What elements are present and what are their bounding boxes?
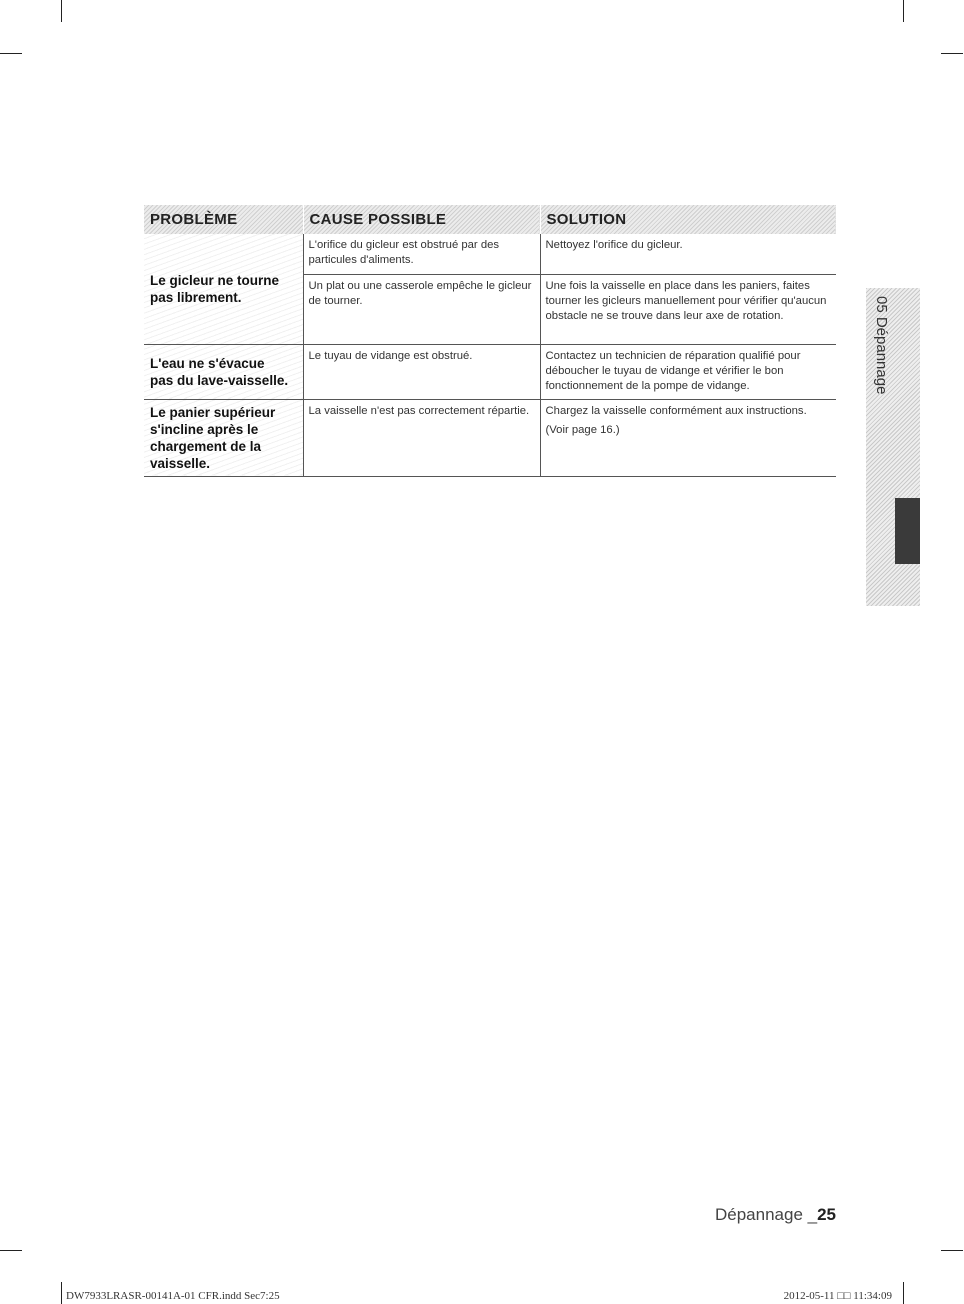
crop-mark: [941, 53, 963, 54]
solution-note: (Voir page 16.): [545, 423, 620, 436]
chapter-tab-marker: [895, 498, 920, 564]
troubleshooting-table: [144, 205, 836, 477]
cause-cell: Le tuyau de vidange est obstrué.: [303, 344, 540, 399]
solution-cell: Une fois la vaisselle en place dans les paniers, faites tourner les gicleurs manuellement pour vérifier qu'aucun obstacle ne se trouve dans leur axe de rotation.: [540, 274, 836, 344]
chapter-tab-label: 05 Dépannage: [873, 296, 890, 395]
crop-mark: [0, 1250, 22, 1251]
table-row: [144, 399, 836, 476]
crop-mark: [903, 1282, 904, 1304]
header-cause: CAUSE POSSIBLE: [303, 205, 540, 234]
solution-text: Chargez la vaisselle conformément aux instructions.: [545, 404, 807, 417]
solution-cell: [540, 399, 836, 476]
page-footer: [715, 1205, 836, 1225]
crop-mark: [0, 53, 22, 54]
problem-cell: L'eau ne s'évacue pas du lave-vaisselle.: [144, 344, 303, 399]
header-solution: SOLUTION: [540, 205, 836, 234]
solution-cell: Contactez un technicien de réparation qualifié pour déboucher le tuyau de vidange et vérifier le bon fonctionnement de la pompe de vidange.: [540, 344, 836, 399]
crop-mark: [61, 1282, 62, 1304]
table-row: [144, 234, 836, 274]
problem-cell: Le panier supérieur s'incline après le chargement de la vaisselle.: [144, 399, 303, 476]
crop-mark: [61, 0, 62, 22]
footer-section: Dépannage _: [714, 1205, 818, 1224]
cause-cell: Un plat ou une casserole empêche le gicleur de tourner.: [303, 274, 540, 344]
header-probleme: PROBLÈME: [144, 205, 303, 234]
cause-cell: La vaisselle n'est pas correctement répartie.: [303, 399, 540, 476]
crop-mark: [903, 0, 904, 22]
cause-cell: L'orifice du gicleur est obstrué par des particules d'aliments.: [303, 234, 540, 274]
print-slug-left: DW7933LRASR-00141A-01 CFR.indd Sec7:25: [66, 1290, 280, 1302]
problem-cell: Le gicleur ne tourne pas librement.: [144, 234, 303, 344]
solution-cell: Nettoyez l'orifice du gicleur.: [540, 234, 836, 274]
print-slug-right: 2012-05-11 □□ 11:34:09: [783, 1290, 892, 1302]
crop-mark: [941, 1250, 963, 1251]
table-header-row: [144, 205, 836, 234]
table-row: [144, 344, 836, 399]
page-number: 25: [817, 1205, 836, 1224]
